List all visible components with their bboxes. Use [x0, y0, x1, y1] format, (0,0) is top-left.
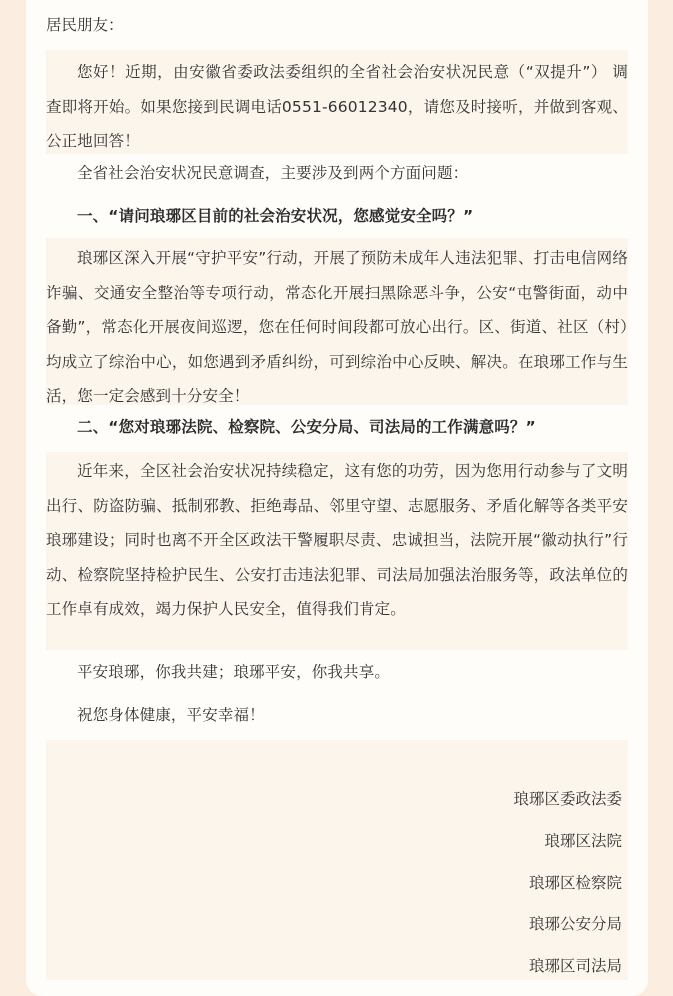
intro-paragraph: 您好！近期，由安徽省委政法委组织的全省社会治安状况民意（“双提升”） 调查即将开始。如果您接到民调电话0551-66012340，请您及时接听，并做到客观、公正地回答！	[46, 63, 628, 150]
answer-one-paragraph: 琅琊区深入开展“守护平安”行动，开展了预防未成年人违法犯罪、打击电信网络诈骗、交通安全整治等专项行动，常态化开展扫黑除恶斗争，公安“屯警街面，动中备勤”，常态化开展夜间巡逻，您在任何时间段都可放心出行。区、街道、社区（村）均成立了综治中心，如您遇到矛盾纠纷，可到综治中心反映、解决。在琅琊工作与生活，您一定会感到十分安全！	[46, 249, 628, 405]
text-band	[46, 740, 628, 980]
answer-two-paragraph: 近年来，全区社会治安状况持续稳定，这有您的功劳，因为您用行动参与了文明出行、防盗防骗、抵制邪教、拒绝毒品、邻里守望、志愿服务、矛盾化解等各类平安琅琊建设；同时也离不开全区政法干警履职尽责、忠诚担当，法院开展“徽动执行”行动、检察院坚持检护民生、公安打击违法犯罪、司法局加强法治服务等，政法单位的工作卓有成效，竭力保护人民安全，值得我们肯定。	[46, 462, 628, 618]
signature-court: 琅琊区法院	[544, 832, 622, 850]
signature-procuratorate: 琅琊区检察院	[528, 874, 622, 892]
question-two-heading: 二、“您对琅琊法院、检察院、公安分局、司法局的工作满意吗？”	[77, 418, 536, 436]
greeting: 居民朋友：	[46, 16, 124, 34]
signature-justice-bureau: 琅琊区司法局	[528, 957, 622, 975]
signature-police-bureau: 琅琊公安分局	[528, 915, 622, 933]
wish-paragraph: 祝您身体健康，平安幸福！	[77, 706, 265, 724]
question-one-heading: 一、“请问琅琊区目前的社会治安状况，您感觉安全吗？”	[77, 207, 474, 225]
slogan-paragraph: 平安琅琊，你我共建；琅琊平安，你我共享。	[77, 663, 391, 681]
survey-paragraph: 全省社会治安状况民意调查，主要涉及到两个方面问题：	[77, 164, 469, 182]
signature-committee: 琅琊区委政法委	[513, 790, 622, 808]
